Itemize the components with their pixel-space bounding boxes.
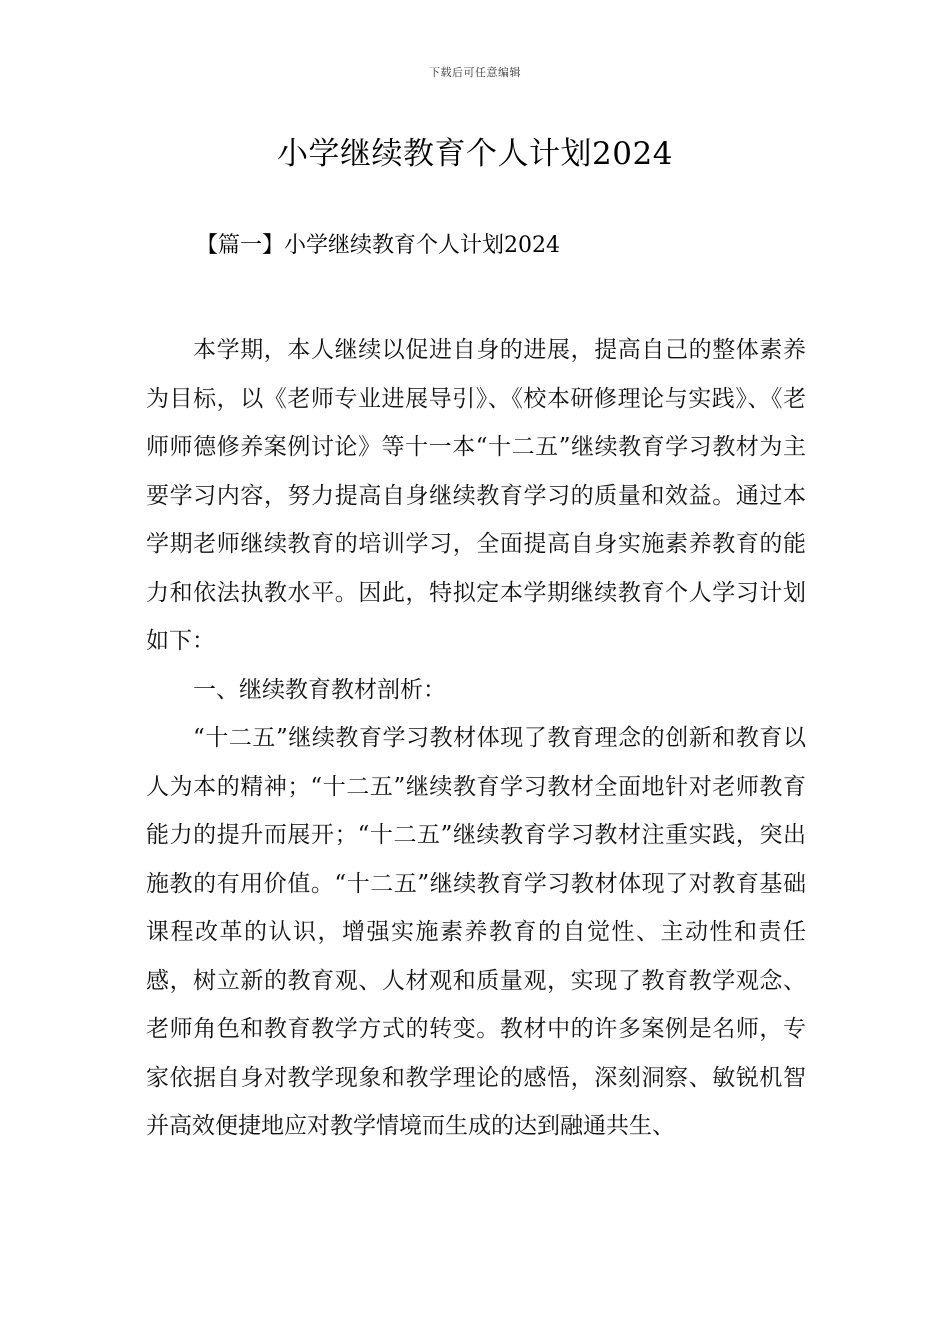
header-note: 下载后可任意编辑: [429, 66, 521, 79]
paragraph-intro: 本学期，本人继续以促进自身的进展，提高自己的整体素养为目标，以《老师专业进展导引》、《校本研修理论与实践》、《老师师德修养案例讨论》等十一本“十二五”继续教育学习教材为主要学习内容，努力提高自身继续教育学习的质量和效益。通过本学期老师继续教育的培训学习，全面提高自身实施素养教育的能力和依法执教水平。因此，特拟定本学期继续教育个人学习计划如下：: [146, 337, 806, 654]
paragraph-subheading: 一、继续教育教材剖析：: [193, 676, 446, 703]
section-heading: 【篇一】小学继续教育个人计划2024: [196, 233, 560, 258]
paragraph-analysis: “十二五”继续教育学习教材体现了教育理念的创新和教育以人为本的精神；“十二五”继续教育学习教材全面地针对老师教育能力的提升而展开；“十二五”继续教育学习教材注重实践，突出施教的有用价值。“十二五”继续教育学习教材体现了对教育基础课程改革的认识，增强实施素养教育的自觉性、主动性和责任感，树立新的教育观、人材观和质量观，实现了教育教学观念、老师角色和教育教学方式的转变。教材中的许多案例是名师，专家依据自身对教学现象和教学理论的感悟，深刻洞察、敏锐机智并高效便捷地应对教学情境而生成的达到融通共生、: [146, 725, 806, 1139]
document-body: [146, 326, 806, 1151]
document-title: 小学继续教育个人计划2024: [277, 136, 673, 172]
